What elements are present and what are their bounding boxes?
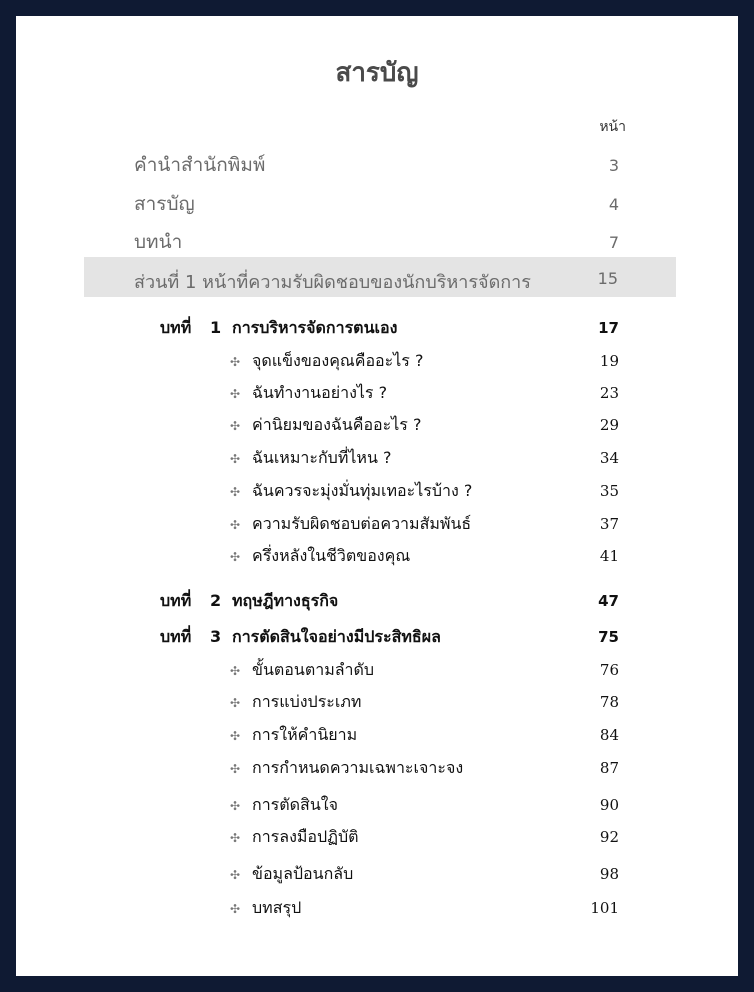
toc-item-label: ฉันควรจะมุ่งมั่นทุ่มเทอะไรบ้าง ?	[252, 481, 473, 500]
chapter-word: บทที่	[160, 627, 192, 646]
toc-item[interactable]	[230, 690, 619, 715]
toc-entry-label: สารบัญ	[134, 193, 195, 215]
toc-item-label: ข้อมูลป้อนกลับ	[252, 864, 354, 883]
toc-item-page: 92	[599, 828, 619, 846]
chapter-number: 1	[210, 318, 222, 337]
toc-item-page: 34	[599, 449, 619, 467]
toc-item-page: 90	[599, 796, 619, 814]
bullet-icon: ✣	[230, 419, 241, 433]
bullet-icon: ✣	[230, 696, 241, 710]
toc-item-page: 29	[599, 416, 619, 434]
chapter-heading-2[interactable]	[160, 589, 619, 614]
toc-item-page: 87	[599, 759, 619, 777]
toc-item-label: ค่านิยมของฉันคืออะไร ?	[252, 415, 422, 434]
toc-item-label: ฉันเหมาะกับที่ไหน ?	[252, 448, 392, 467]
toc-item[interactable]	[230, 446, 619, 471]
toc-item[interactable]	[230, 658, 619, 683]
toc-item-label: การแบ่งประเภท	[252, 692, 362, 711]
chapter-page: 47	[598, 592, 619, 610]
toc-item[interactable]	[230, 413, 619, 438]
toc-item-label: จุดแข็งของคุณคืออะไร ?	[252, 351, 424, 370]
toc-entry-front-2[interactable]	[134, 189, 619, 219]
toc-item[interactable]	[230, 381, 619, 406]
toc-entry-page: 4	[608, 195, 619, 214]
toc-item[interactable]	[230, 825, 619, 850]
page-column-header: หน้า	[599, 119, 626, 135]
toc-item-label: ครึ่งหลังในชีวิตของคุณ	[252, 546, 411, 565]
bullet-icon: ✣	[230, 550, 241, 564]
toc-item[interactable]	[230, 349, 619, 374]
toc-entry-page: 7	[608, 233, 619, 252]
toc-item[interactable]	[230, 512, 619, 537]
part-heading-1[interactable]	[84, 257, 676, 297]
bullet-icon: ✣	[230, 387, 241, 401]
chapter-title: ทฤษฎีทางธุรกิจ	[232, 591, 339, 610]
bullet-icon: ✣	[230, 485, 241, 499]
page-title: สารบัญ	[335, 58, 419, 88]
chapter-heading-1[interactable]	[160, 316, 619, 341]
toc-item-page: 78	[599, 693, 619, 711]
chapter-page: 17	[598, 319, 619, 337]
toc-item-page: 37	[599, 515, 619, 533]
part-label: ส่วนที่ 1 หน้าที่ความรับผิดชอบของนักบริหารจัดการ	[134, 272, 531, 293]
chapter-heading-3[interactable]	[160, 625, 619, 650]
toc-entry-page: 3	[608, 156, 619, 175]
chapter-number: 2	[210, 591, 222, 610]
chapter-word: บทที่	[160, 318, 192, 337]
toc-item-label: การลงมือปฏิบัติ	[252, 827, 359, 846]
toc-item[interactable]	[230, 544, 619, 569]
chapter-number: 3	[210, 627, 222, 646]
chapter-page: 75	[598, 628, 619, 646]
toc-item-label: ความรับผิดชอบต่อความสัมพันธ์	[252, 514, 472, 533]
bullet-icon: ✣	[230, 729, 241, 743]
bullet-icon: ✣	[230, 355, 241, 369]
toc-item-label: การให้คำนิยาม	[252, 725, 358, 744]
toc-item-page: 23	[599, 384, 619, 402]
toc-item[interactable]	[230, 793, 619, 818]
toc-item[interactable]	[230, 756, 619, 781]
toc-item-label: การกำหนดความเฉพาะเจาะจง	[252, 758, 464, 777]
bullet-icon: ✣	[230, 518, 241, 532]
toc-item-label: บทสรุป	[252, 898, 302, 917]
toc-item-page: 35	[599, 482, 619, 500]
bullet-icon: ✣	[230, 902, 241, 916]
toc-entry-front-1[interactable]	[134, 150, 619, 180]
toc-entry-label: คำนำสำนักพิมพ์	[134, 154, 266, 176]
toc-entry-label: บทนำ	[134, 231, 183, 253]
toc-item[interactable]	[230, 479, 619, 504]
bullet-icon: ✣	[230, 831, 241, 845]
toc-item-page: 19	[599, 352, 619, 370]
toc-item[interactable]	[230, 723, 619, 748]
toc-item-label: ฉันทำงานอย่างไร ?	[252, 383, 388, 402]
toc-item[interactable]	[230, 896, 619, 921]
toc-item-label: ขั้นตอนตามลำดับ	[252, 660, 375, 679]
toc-item-page: 101	[590, 899, 619, 917]
toc-item-label: การตัดสินใจ	[252, 795, 338, 814]
toc-item[interactable]	[230, 862, 619, 887]
bullet-icon: ✣	[230, 452, 241, 466]
bullet-icon: ✣	[230, 868, 241, 882]
toc-item-page: 98	[599, 865, 619, 883]
bullet-icon: ✣	[230, 799, 241, 813]
toc-item-page: 41	[599, 547, 619, 565]
chapter-word: บทที่	[160, 591, 192, 610]
chapter-title: การบริหารจัดการตนเอง	[232, 318, 398, 337]
bullet-icon: ✣	[230, 762, 241, 776]
book-page	[16, 16, 738, 976]
toc-entry-front-3[interactable]	[134, 227, 619, 257]
toc-item-page: 76	[599, 661, 619, 679]
part-page: 15	[597, 269, 618, 288]
bullet-icon: ✣	[230, 664, 241, 678]
toc-item-page: 84	[599, 726, 619, 744]
chapter-title: การตัดสินใจอย่างมีประสิทธิผล	[232, 627, 441, 646]
